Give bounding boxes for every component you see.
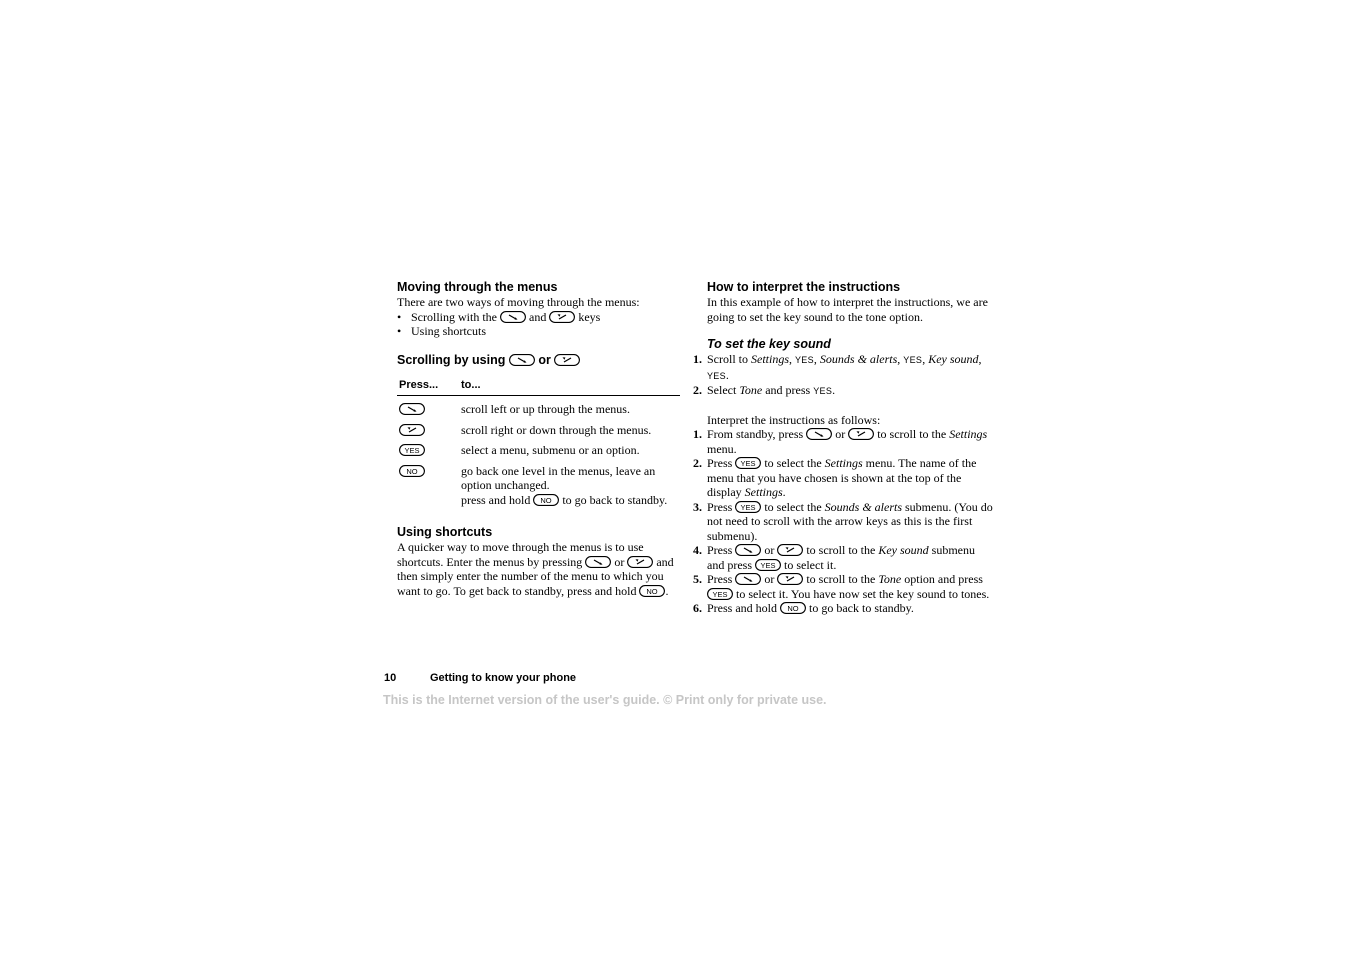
table-row: NO go back one level in the menus, leave an option unchanged. press and hold NO to go back to standby. [397,458,680,508]
column-header-to: to... [459,375,680,396]
interpret-follows: Interpret the instructions as follows: [707,412,881,427]
svg-text:YES: YES [740,458,756,468]
shortcuts-text: A quicker way to move through the menus is to use shortcuts. Enter the menus by pressing or and then simply enter the number of the menu to which you want to go. To get back to standby, press and hold NO . [397,540,674,598]
copyright-notice: This is the Internet version of the user's guide. © Print only for private use. [383,693,827,707]
yes-key-icon [399,444,425,456]
page-footer [384,672,576,685]
arrow-left-key-icon [509,354,535,366]
left-column [397,280,682,598]
no-key-icon [399,465,425,477]
yes-key-icon [735,501,761,513]
list-item: • Scrolling with the and keys [397,310,682,325]
svg-text:NO: NO [787,603,799,613]
list-item: 1. From standby, press or to scroll to the Settings menu. [693,427,988,456]
arrow-left-key-icon [500,311,526,323]
table-row: scroll left or up through the menus. [397,396,680,417]
chapter-title: Getting to know your phone [430,672,577,684]
yes-key-icon [707,588,733,600]
list-item: 3. Press YES to select the Sounds & alerts submenu. (You do not need to scroll with the arrow keys as this is the first submenu). [693,499,993,543]
column-header-press: Press... [397,375,459,396]
interpret-steps [693,427,993,616]
example-steps [693,352,993,399]
list-item: 4. Press or to scroll to the Key sound submenu and press YES to select it. [693,543,976,572]
arrow-left-key-icon [735,544,761,556]
table-row: YES select a menu, submenu or an option. [397,437,680,458]
list-item: 5. Press or to scroll to the Tone option and press YES to select it. You have now set the key sound to tones. [693,572,990,601]
interpret-heading: How to interpret the instructions [707,280,901,294]
list-item: • Using shortcuts [397,324,682,339]
no-key-icon [533,494,559,506]
svg-text:YES: YES [760,560,776,570]
scrolling-heading: Scrolling by using or [397,353,682,368]
interpret-intro: In this example of how to interpret the instructions, we are going to set the key sound to the tone option. [707,295,988,324]
arrow-right-key-icon [549,311,575,323]
shortcuts-heading: Using shortcuts [397,525,493,539]
no-key-icon [639,585,665,597]
list-item: 2. Select Tone and press YES. [693,383,836,397]
arrow-left-key-icon [585,556,611,568]
list-item: 6. Press and hold NO to go back to standby. [693,601,914,615]
example-subheading: To set the key sound [707,337,831,351]
page-number: 10 [384,672,397,684]
svg-text:NO: NO [646,586,659,596]
press-table [397,375,680,508]
svg-text:NO: NO [406,466,418,476]
arrow-right-key-icon [848,428,874,440]
yes-key-icon [755,559,781,571]
arrow-left-key-icon [806,428,832,440]
table-row: scroll right or down through the menus. [397,417,680,438]
arrow-right-key-icon [777,544,803,556]
arrow-right-key-icon [554,354,580,366]
methods-list [397,310,682,339]
section-title: Moving through the menus [397,280,558,294]
no-key-icon [780,602,806,614]
list-item: 1. Scroll to Settings, YES, Sounds & alerts, YES, Key sound, YES. [693,352,982,382]
right-column [693,280,993,616]
arrow-right-key-icon [777,573,803,585]
yes-key-icon [735,457,761,469]
arrow-left-key-icon [399,403,425,415]
svg-text:NO: NO [540,495,552,505]
svg-text:YES: YES [712,589,728,599]
intro-text: There are two ways of moving through the menus: [397,295,640,309]
arrow-left-key-icon [735,573,761,585]
arrow-right-key-icon [399,424,425,436]
list-item: 2. Press YES to select the Settings menu. The name of the menu that you have chosen is shown at the top of the display Settings. [693,456,977,499]
svg-text:YES: YES [740,502,756,512]
arrow-right-key-icon [627,556,653,568]
svg-text:YES: YES [404,445,420,455]
